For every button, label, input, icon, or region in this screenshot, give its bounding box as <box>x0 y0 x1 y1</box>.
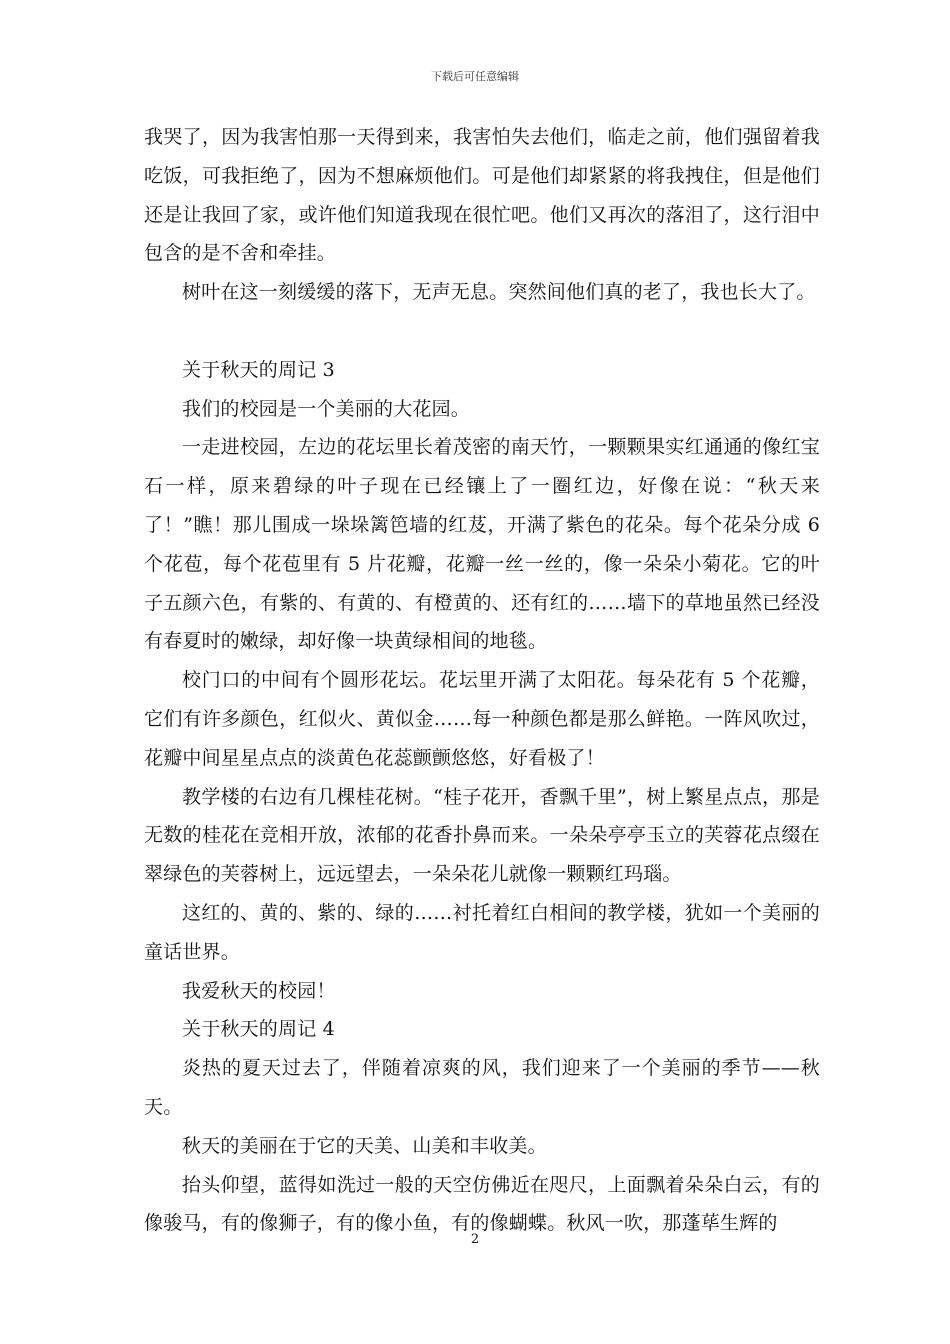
paragraph: 校门口的中间有个圆形花坛。花坛里开满了太阳花。每朵花有 5 个花瓣，它们有许多颜色，红似火、黄似金……每一种颜色都是那么鲜艳。一阵风吹过，花瓣中间星星点点的淡黄色花蕊颤颤悠悠，好看极了！ <box>144 669 820 769</box>
page-header: 下载后可任意编辑 <box>431 70 519 83</box>
section-heading: 关于秋天的周记 3 <box>182 358 335 381</box>
document-body <box>144 118 820 1243</box>
paragraph: 我爱秋天的校园！ <box>182 979 336 1002</box>
paragraph: 我们的校园是一个美丽的大花园。 <box>182 397 471 420</box>
paragraph: 我哭了，因为我害怕那一天得到来，我害怕失去他们，临走之前，他们强留着我吃饭，可我拒绝了，因为不想麻烦他们。可是他们却紧紧的将我拽住，但是他们还是让我回了家，或许他们知道我现在很忙吧。他们又再次的落泪了，这行泪中包含的是不舍和牵挂。 <box>144 126 820 265</box>
section-heading: 关于秋天的周记 4 <box>182 1018 335 1041</box>
paragraph: 教学楼的右边有几棵桂花树。“桂子花开，香飘千里”，树上繁星点点，那是无数的桂花在竞相开放，浓郁的花香扑鼻而来。一朵朵亭亭玉立的芙蓉花点缀在翠绿色的芙蓉树上，远远望去，一朵朵花儿就像一颗颗红玛瑙。 <box>144 785 820 886</box>
page-number: 2 <box>470 1232 480 1247</box>
paragraph: 秋天的美丽在于它的天美、山美和丰收美。 <box>182 1134 547 1157</box>
paragraph: 炎热的夏天过去了，伴随着凉爽的风，我们迎来了一个美丽的季节——秋天。 <box>144 1057 820 1118</box>
paragraph: 树叶在这一刻缓缓的落下，无声无息。突然间他们真的老了，我也长大了。 <box>182 281 816 304</box>
paragraph: 抬头仰望，蓝得如洗过一般的天空仿佛近在咫尺，上面飘着朵朵白云，有的像骏马，有的像狮子，有的像小鱼，有的像蝴蝶。秋风一吹，那蓬荜生辉的 <box>144 1173 820 1235</box>
paragraph: 一走进校园，左边的花坛里长着茂密的南天竹，一颗颗果实红通通的像红宝石一样，原来碧绿的叶子现在已经镶上了一圈红边，好像在说：“秋天来了！”瞧！那儿围成一垛垛篱笆墙的红芨，开满了紫色的花朵。每个花朵分成 6 个花苞，每个花苞里有 5 片花瓣，花瓣一丝一丝的，像一朵朵小菊花。它的叶子五颜六色，有紫的、有黄的、有橙黄的、还有红的……墙下的草地虽然已经没有春夏时的嫩绿，却好像一块黄绿相间的地毯。 <box>144 436 820 653</box>
paragraph: 这红的、黄的、紫的、绿的……衬托着红白相间的教学楼，犹如一个美丽的童话世界。 <box>144 901 820 963</box>
paragraph-gap <box>144 312 820 351</box>
